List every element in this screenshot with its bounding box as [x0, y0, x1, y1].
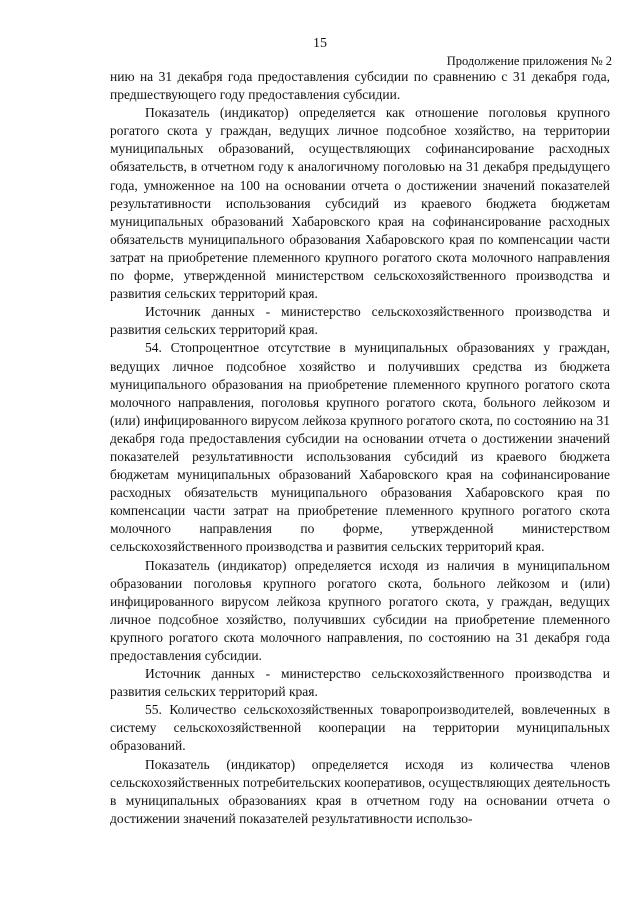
page-number: 15 — [313, 36, 327, 51]
paragraph: Показатель (индикатор) определяется как отношение поголовья крупного рогатого скота у граждан, ведущих личное подсобное хозяйство, на территории муниципальных образований, осуществляющих софинансирование расходных обязательств, в отчетном году к аналогичному поголовью на 31 декабря предыдущего года, умноженное на 100 на основании отчета о достижении значений показателей результативности использования субсидий из краевого бюджета бюджетам муниципальных образований Хабаровского края на софинансирование расходных обязательств муниципального образования Хабаровского края по компенсации части затрат на приобретение племенного крупного рогатого скота молочного направления по форме, утвержденной министерством сельскохозяйственного производства и развития сельских территорий края. — [110, 105, 610, 302]
appendix-continuation-note: Продолжение приложения № 2 — [446, 54, 612, 68]
paragraph: Показатель (индикатор) определяется исходя из количества членов сельскохозяйственных потребительских кооперативов, осуществляющих деятельность в муниципальных образованиях края в отчетном году на основании отчета о достижении значений показателей результативности использо- — [110, 756, 610, 826]
paragraph: 55. Количество сельскохозяйственных товаропроизводителей, вовлеченных в систему сельскохозяйственной кооперации на территории муниципальных образований. — [110, 702, 610, 754]
paragraph: нию на 31 декабря года предоставления субсидии по сравнению с 31 декабря года, предшествующего году предоставления субсидии. — [110, 69, 610, 103]
paragraph: Источник данных - министерство сельскохозяйственного производства и развития сельских территорий края. — [110, 304, 610, 338]
paragraph: 54. Стопроцентное отсутствие в муниципальных образованиях у граждан, ведущих личное подсобное хозяйство и получивших средства из бюджета муниципального образования на приобретение племенного крупного рогатого скота молочного направления, поголовья крупного рогатого скота, больного лейкозом и (или) инфицированного вирусом лейкоза крупного рогатого скота, по состоянию на 31 декабря года предоставления субсидии на основании отчета о достижении значений показателей результативности использования субсидий из краевого бюджета бюджетам муниципальных образований Хабаровского края на софинансирование расходных обязательств муниципального образования Хабаровского края по компенсации части затрат на приобретение племенного крупного рогатого скота молочного направления по форме, утвержденной министерством сельскохозяйственного производства и развития сельских территорий края. — [110, 340, 610, 555]
body-text — [110, 68, 610, 828]
paragraph: Источник данных - министерство сельскохозяйственного производства и развития сельских территорий края. — [110, 666, 610, 700]
paragraph: Показатель (индикатор) определяется исходя из наличия в муниципальном образовании поголовья крупного рогатого скота, больного лейкозом и (или) инфицированного вирусом лейкоза крупного рогатого скота, у граждан, ведущих личное подсобное хозяйство, получивших субсидии на приобретение племенного крупного рогатого скота молочного направления, по состоянию на 31 декабря года предоставления субсидии. — [110, 557, 610, 663]
